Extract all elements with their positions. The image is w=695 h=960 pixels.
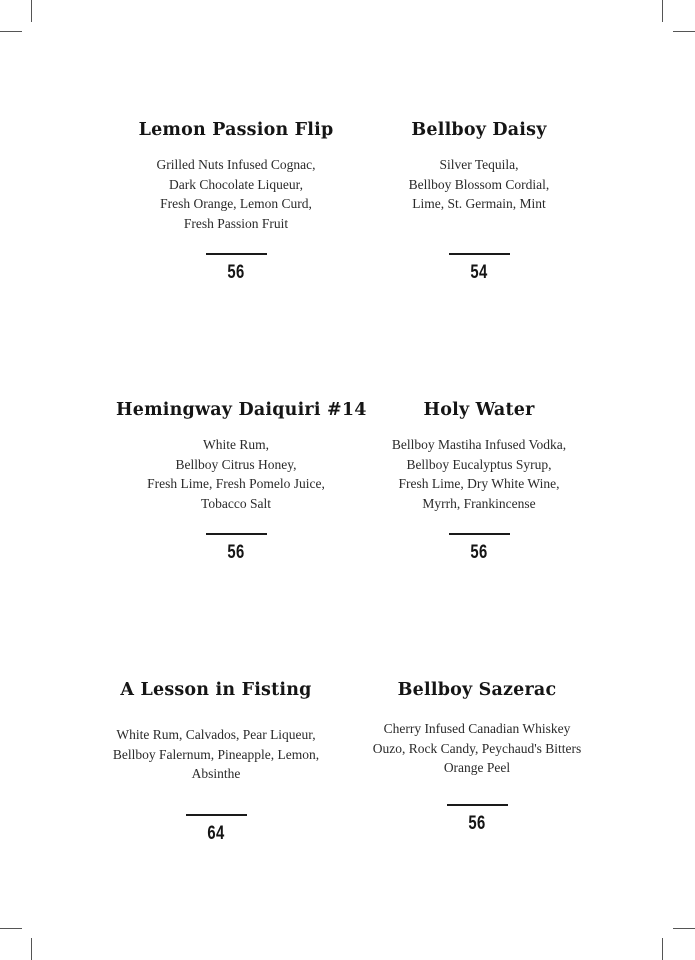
item-price: 56: [227, 542, 245, 564]
crop-mark-top-left-h: [0, 31, 22, 32]
price-divider: [449, 533, 510, 535]
item-name: A Lesson in Fisting: [120, 680, 312, 700]
ingredient-line: Dark Chocolate Liqueur,: [168, 176, 304, 192]
price-divider: [206, 253, 267, 255]
ingredient-line: Bellboy Citrus Honey,: [175, 456, 297, 472]
crop-mark-bottom-left-h: [0, 928, 22, 929]
ingredient-line: Lime, St. Germain, Mint: [412, 196, 546, 212]
price-divider: [186, 814, 247, 816]
crop-mark-top-right: [662, 0, 663, 22]
item-name: Hemingway Daiquiri #14: [116, 400, 367, 420]
crop-mark-bottom-left: [31, 938, 32, 960]
item-price: 54: [470, 262, 488, 284]
ingredient-line: White Rum, Calvados, Pear Liqueur,: [116, 727, 316, 742]
crop-mark-top-left: [31, 0, 32, 22]
item-name: Lemon Passion Flip: [138, 120, 334, 140]
item-ingredients: [359, 435, 599, 513]
ingredient-line: Bellboy Falernum, Pineapple, Lemon,: [112, 746, 320, 762]
menu-item-holy-water: [359, 399, 599, 565]
ingredient-line: Bellboy Mastiha Infused Vodka,: [391, 437, 567, 452]
ingredient-line: Fresh Passion Fruit: [183, 215, 289, 231]
ingredient-line: Bellboy Blossom Cordial,: [408, 176, 550, 192]
ingredient-line: Myrrh, Frankincense: [422, 495, 536, 511]
item-name: Bellboy Daisy: [411, 120, 547, 140]
ingredient-line: Grilled Nuts Infused Cognac,: [156, 157, 316, 172]
crop-mark-bottom-right-h: [673, 928, 695, 929]
menu-item-hemingway-daiquiri: [116, 399, 367, 565]
ingredient-line: Fresh Lime, Dry White Wine,: [398, 476, 560, 492]
ingredient-line: Fresh Orange, Lemon Curd,: [160, 196, 312, 212]
item-price: 64: [207, 822, 225, 844]
item-price: 56: [227, 262, 245, 284]
crop-mark-bottom-right: [662, 938, 663, 960]
item-ingredients: [116, 155, 356, 233]
menu-item-bellboy-daisy: [359, 119, 599, 285]
ingredient-line: Cherry Infused Canadian Whiskey: [383, 721, 571, 736]
price-divider: [206, 533, 267, 535]
menu-item-bellboy-sazerac: [357, 679, 597, 836]
menu-item-lemon-passion-flip: [116, 119, 356, 285]
item-price: 56: [468, 812, 486, 834]
item-ingredients: [359, 155, 599, 233]
item-ingredients: [116, 435, 356, 513]
item-ingredients: [357, 719, 597, 778]
ingredient-line: Absinthe: [191, 766, 241, 782]
menu-item-a-lesson-in-fisting: [96, 679, 336, 846]
price-divider: [449, 253, 510, 255]
item-ingredients: [96, 725, 336, 784]
item-name: Holy Water: [423, 400, 535, 420]
ingredient-line: White Rum,: [203, 437, 269, 452]
ingredient-line: Bellboy Eucalyptus Syrup,: [406, 456, 552, 472]
ingredient-line: Orange Peel: [443, 760, 511, 776]
ingredient-line: Silver Tequila,: [439, 157, 519, 172]
ingredient-spacer: [359, 214, 599, 234]
item-price: 56: [470, 542, 488, 564]
crop-mark-top-right-h: [673, 31, 695, 32]
ingredient-line: Ouzo, Rock Candy, Peychaud's Bitters: [372, 740, 582, 756]
ingredient-line: Fresh Lime, Fresh Pomelo Juice,: [147, 476, 325, 492]
price-divider: [447, 804, 508, 806]
item-name: Bellboy Sazerac: [397, 680, 557, 700]
ingredient-line: Tobacco Salt: [201, 495, 271, 511]
